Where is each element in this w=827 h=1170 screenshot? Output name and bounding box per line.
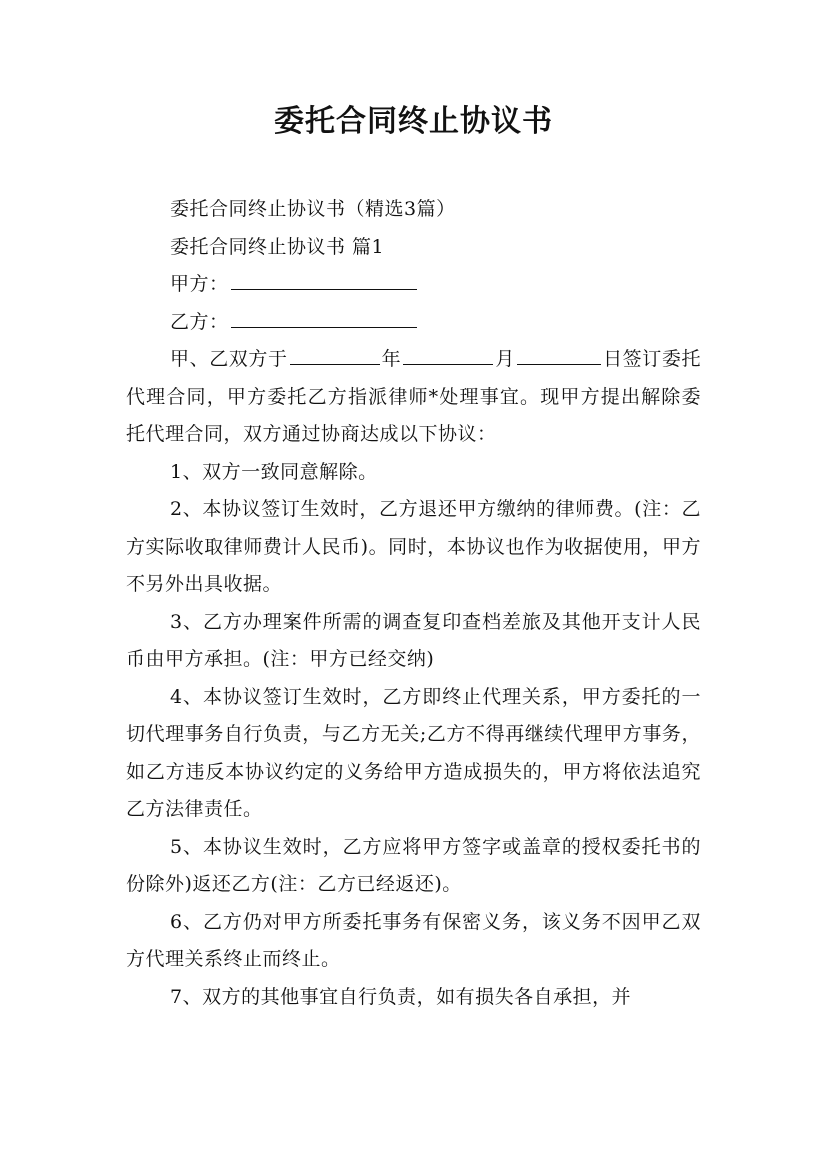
party-b-label: 乙方： [170,310,229,333]
document-title: 委托合同终止协议书 [274,104,553,139]
intro-month: 月 [495,348,515,370]
party-a-blank [231,269,417,290]
party-b-blank [231,307,417,328]
intro-paragraph [126,341,701,454]
clause-2: 2、本协议签订生效时，乙方退还甲方缴纳的律师费。(注：乙方实际收取律师费计人民币)。同时，本协议也作为收据使用，甲方不另外出具收据。 [126,498,701,595]
day-blank [517,344,601,365]
clause-6: 6、乙方仍对甲方所委托事务有保密义务，该义务不因甲乙双方代理关系终止而终止。 [126,910,701,970]
intro-part1: 甲、乙双方于 [170,348,288,370]
month-blank [403,344,493,365]
clause-5: 5、本协议生效时，乙方应将甲方签字或盖章的授权委托书的份除外)返还乙方(注：乙方已经返还)。 [126,835,701,895]
clause-4: 4、本协议签订生效时，乙方即终止代理关系，甲方委托的一切代理事务自行负责，与乙方无关;乙方不得再继续代理甲方事务，如乙方违反本协议约定的义务给甲方造成损失的，甲方将依法追究乙方法律责任。 [126,685,701,820]
year-blank [290,344,380,365]
party-b-line [126,304,701,342]
clause-7: 7、双方的其他事宜自行负责，如有损失各自承担，并 [170,985,632,1008]
intro-year: 年 [381,348,402,370]
party-a-label: 甲方： [170,273,229,295]
document-subtitle: 委托合同终止协议书（精选3篇） [170,198,456,220]
clause-3: 3、乙方办理案件所需的调查复印查档差旅及其他开支计人民币由甲方承担。(注：甲方已经交纳) [126,610,701,670]
party-a-line [126,266,701,304]
document-body [126,191,701,1016]
section-heading: 委托合同终止协议书 篇1 [170,235,385,258]
intro-part2: 日签订委托代理合同，甲方委托乙方指派律师*处理事宜。现甲方提出解除委托代理合同，双方通过协商达成以下协议： [126,348,701,445]
clause-1: 1、双方一致同意解除。 [170,460,378,483]
